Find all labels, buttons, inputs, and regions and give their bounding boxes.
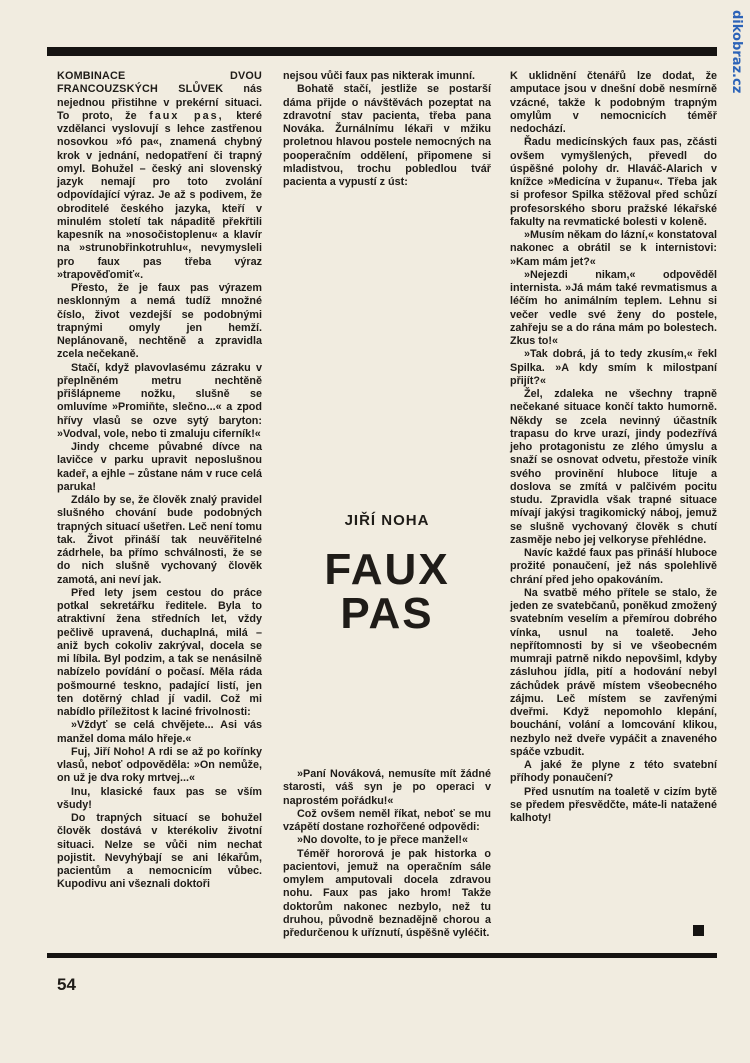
site-watermark: dikobraz.cz (729, 10, 744, 94)
author-name: JIŘÍ NOHA (344, 512, 430, 529)
paragraph: Zdálo by se, že člověk znalý pravidel slušného chování bude podobných trapných situací ušetřen. Leč není tomu tak. Život přináší tak neuvěřitelné zádrhele, ba přímo schválnosti, že se do nich slušně vychovaný člověk zamotá, ani neví jak. (57, 494, 262, 586)
paragraph: »Musím někam do lázní,« konstatoval nakonec a obrátil se k internistovi: »Kam mám jet?« (510, 229, 717, 268)
paragraph: »No dovolte, to je přece manžel!« (297, 834, 468, 847)
paragraph: »Paní Nováková, nemusíte mít žádné starosti, váš syn je po operaci v naprostém pořádku!« (283, 768, 491, 807)
paragraph: Na svatbě mého přítele se stalo, že jeden ze svatebčanů, poněkud zmožený svatebním veselím a přemírou dobrého vínka, usnul na toaletě. Jeho nepřítomnosti by si ve všeobecném mumraji patrně nikdo nepovšiml, kdyby zásluhou jídla, pití a hodování nebyl záchůdek právě místem všeobecného zájmu. Leč místem se zavřenými dveřmi. Když nepomohlo klepání, bouchání, volání a lomcování klikou, nezbylo než dveře vypáčit a znaveného spáče vzbudit. (510, 586, 717, 758)
paragraph: »Vždyť se celá chvějete... Asi vás manžel doma málo hřeje.« (57, 719, 262, 745)
paragraph: Žel, zdaleka ne všechny trapně nečekané situace končí takto humorně. Někdy se zcela nevinný účastník trapasu do krve urazí, jindy podezřívá jeho protagonistu ze zlého úmyslu a snaží se osnovat odvetu, přestože viník svého provinění hluboce lituje a doslova se zmítá v palčivém pocitu studu. Zpravidla však trapné situace mívají jakýsi tragikomický náboj, jemuž se slušně vychovaný člověk s chutí zasměje nebo jej velkoryse přehlédne. (510, 388, 717, 546)
column-2-top (283, 70, 491, 189)
paragraph: A jaké že plyne z této svatební příhody ponaučení? (510, 759, 717, 785)
lead-in: KOMBINACE DVOU FRANCOUZSKÝCH SLŮVEK (57, 70, 262, 96)
article-title (283, 545, 491, 638)
paragraph: Inu, klasické faux pas se vším všudy! (57, 785, 262, 811)
paragraph: Před lety jsem cestou do práce potkal sekretářku ředitele. Byla to atraktivní žena středních let, vždy pečlivě upravená, duchaplná, milá – aniž bych cokoliv zakrýval, docela se mi líbila. Byl podzim, a tak se nenásilně nabízelo povídání o počasí. Měla ráda pošmourné teskno, padající listí, jen ten dotěrný chlad jí vadil. Což mi nabídlo příležitost k laciné frivolnosti: (57, 586, 262, 718)
column-2-bottom (283, 768, 491, 940)
paragraph: Před usnutím na toaletě v cizím bytě se předem přesvědčte, máte-li natažené kalhoty! (510, 785, 717, 824)
paragraph: Jindy chceme půvabné dívce na lavičce v parku upravit neposlušnou kadeř, a ejhle – zůstane nám v ruce celá paruka! (57, 441, 262, 493)
paragraph: K uklidnění čtenářů lze dodat, že amputace jsou v dnešní době nesmírně vzácné, takže k podobným trapným omylům v nemocnicích téměř nedochází. (510, 70, 717, 135)
paragraph: Fuj, Jiří Noho! A rdi se až po kořínky vlasů, neboť odpověděla: »On nemůže, on už je dva roky mrtvej...« (57, 745, 262, 785)
title-line: PAS (340, 589, 434, 638)
paragraph: »Tak dobrá, já to tedy zkusím,« řekl Spilka. »A kdy smím k milostpaní přijít?« (510, 348, 717, 387)
column-1 (57, 70, 262, 892)
paragraph: Do trapných situací se bohužel člověk dostává v kterékoliv životní situaci. Nelze se vůči nim nechat pojistit. Nevyhýbají se ani lékařům, pacientům a nemocnicím vůbec. Kupodivu ani všeznali doktoři (57, 812, 262, 891)
paragraph: Přesto, že je faux pas výrazem nesklonným a nemá tudíž množné číslo, život vezdejší se podobnými trapnými omyly jen hemží. Neplánovaně, nechtěně a zpravidla zcela nečekaně. (57, 282, 262, 361)
paragraph: KOMBINACE DVOU FRANCOUZSKÝCH SLŮVEK nás nejednou přistihne v prekérní situaci. To proto, že faux pas, které vzdělanci vyslovují s lehce zastřenou nosovkou »fó pa«, znamená chybný krok v jednání, nedopatření či trapný omyl. Bohužel – český ani slovenský jazyk nemají pro toto zvolání odpovídající výraz. Je až s podivem, že obroditelé českého jazyka, kteří v minulém století tak nápaditě překřtili kapesník na »nosočistoplenu« a klavír na »strunobřinkotruhlu«, nevymysleli pro faux pas třeba výraz »trapověďomiť«. (57, 70, 263, 281)
title-line: FAUX (324, 545, 450, 594)
spaced-term: faux pas, (149, 109, 224, 122)
paragraph: Navíc každé faux pas přináší hluboce prožité ponaučení, jež nás spolehlivě chrání před jeho opakováním. (510, 547, 717, 586)
column-3 (510, 70, 717, 825)
paragraph: Řadu medicínských faux pas, zčásti ovšem vymyšlených, převedl do úspěšné polohy dr. Hlaváč-Alarich v knížce »Medicína v županu«. Třeba jak si profesor Spilka stěžoval před schůzí profesorského sboru pražské lékařské fakulty na revmatické bolesti v koleně. (510, 136, 717, 228)
paragraph: Téměř hororová je pak historka o pacientovi, jemuž na operačním sále omylem amputovali docela zdravou nohu. Faux pas jako hrom! Takže doktorům nakonec nezbylo, než tu druhou, původně beznadějně chorou a předurčenou k uříznutí, úspěšně vyléčit. (283, 847, 491, 939)
paragraph: Což ovšem neměl říkat, neboť se mu vzápětí dostane rozhořčené odpovědi: (283, 807, 491, 833)
bottom-rule (47, 953, 717, 958)
paragraph: nejsou vůči faux pas nikterak imunní. (283, 70, 475, 82)
end-of-article-square (693, 925, 704, 936)
page-number: 54 (57, 975, 76, 994)
paragraph: »Nejezdi nikam,« odpověděl internista. »Já mám také revmatismus a léčím ho animálním teplem. Lehnu si večer vedle své ženy do postele, zahřeju se a do rána mám po bolestech. Zkus to!« (510, 268, 717, 347)
paragraph: Bohatě stačí, jestliže se postarší dáma přijde o návštěvách pozeptat na zdravotní stav pacienta, třeba pana Nováka. Žurnálnímu lékaři v mžiku proletnou hlavou postele nemocných na pooperačním oddělení, připomene si mladistvou, trochu pobledlou tvář pacienta a vypustí z úst: (283, 83, 491, 188)
top-rule (47, 47, 717, 56)
paragraph: Stačí, když plavovlasému zázraku v přeplněném metru nechtěně přišlápneme nožku, slušně se omluvíme »Promiňte, slečno...« a zpod hřívy vlasů se ozve sytý baryton: »Vodval, vole, nebo ti zmaluju ciferník!« (57, 361, 262, 440)
